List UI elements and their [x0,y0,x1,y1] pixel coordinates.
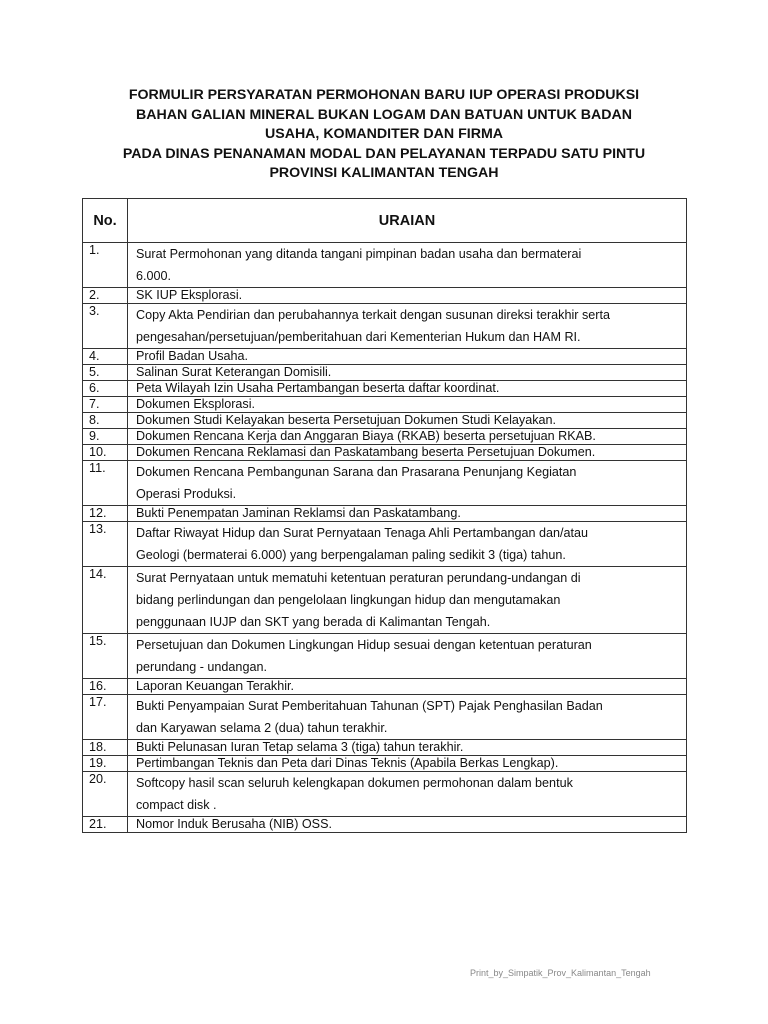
row-number: 18. [83,740,128,756]
description-line: Surat Pernyataan untuk mematuhi ketentuan peraturan perundang-undangan di [136,571,581,585]
header-no: No. [83,199,128,243]
row-description [128,567,687,634]
description-line: Profil Badan Usaha. [136,349,249,363]
row-number: 19. [83,756,128,772]
description-line: Laporan Keuangan Terakhir. [136,679,295,693]
row-description [128,243,687,288]
row-number: 15. [83,634,128,679]
row-number: 8. [83,413,128,429]
row-number: 14. [83,567,128,634]
table-header-row [83,199,687,243]
description-line: Bukti Pelunasan Iuran Tetap selama 3 (tiga) tahun terakhir. [136,740,464,754]
description-line: Copy Akta Pendirian dan perubahannya terkait dengan susunan direksi terakhir serta [136,308,610,322]
description-line: Surat Permohonan yang ditanda tangani pimpinan badan usaha dan bermaterai [136,247,582,261]
row-description [128,679,687,695]
row-description [128,413,687,429]
row-number: 5. [83,365,128,381]
description-line: Operasi Produksi. [136,487,237,501]
table-row [83,506,687,522]
description-line: penggunaan IUJP dan SKT yang berada di Kalimantan Tengah. [136,615,491,629]
document-title [80,86,688,184]
table-row [83,445,687,461]
table-row [83,413,687,429]
row-number: 9. [83,429,128,445]
description-line: Dokumen Rencana Kerja dan Anggaran Biaya (RKAB) beserta persetujuan RKAB. [136,429,596,443]
description-line: perundang - undangan. [136,660,267,674]
row-number: 16. [83,679,128,695]
row-description [128,506,687,522]
description-line: Bukti Penyampaian Surat Pemberitahuan Tahunan (SPT) Pajak Penghasilan Badan [136,699,603,713]
row-number: 11. [83,461,128,506]
title-line: FORMULIR PERSYARATAN PERMOHONAN BARU IUP OPERASI PRODUKSI [128,87,640,103]
row-description [128,772,687,817]
row-description [128,288,687,304]
table-row [83,304,687,349]
description-line: Pertimbangan Teknis dan Peta dari Dinas Teknis (Apabila Berkas Lengkap). [136,756,559,770]
header-uraian: URAIAN [128,199,687,243]
row-description [128,461,687,506]
row-description [128,695,687,740]
table-row [83,397,687,413]
title-line: BAHAN GALIAN MINERAL BUKAN LOGAM DAN BATUAN UNTUK BADAN [135,106,632,123]
title-line: PROVINSI KALIMANTAN TENGAH [269,165,499,181]
row-description [128,349,687,365]
requirements-table [82,198,687,833]
row-description [128,756,687,772]
row-number: 1. [83,243,128,288]
row-description [128,445,687,461]
row-description [128,817,687,833]
description-line: Daftar Riwayat Hidup dan Surat Pernyataan Tenaga Ahli Pertambangan dan/atau [136,526,589,540]
description-line: Bukti Penempatan Jaminan Reklamsi dan Paskatambang. [136,506,461,520]
description-line: pengesahan/persetujuan/pemberitahuan dari Kementerian Hukum dan HAM RI. [136,330,581,344]
table-row [83,634,687,679]
description-line: compact disk . [136,798,217,812]
description-line: Dokumen Studi Kelayakan beserta Persetujuan Dokumen Studi Kelayakan. [136,413,557,427]
description-line: dan Karyawan selama 2 (dua) tahun terakhir. [136,721,388,735]
description-line: bidang perlindungan dan pengelolaan lingkungan hidup dan mengutamakan [136,593,561,607]
table-row [83,429,687,445]
row-number: 17. [83,695,128,740]
table-row [83,679,687,695]
row-description [128,429,687,445]
title-line: PADA DINAS PENANAMAN MODAL DAN PELAYANAN TERPADU SATU PINTU [122,145,646,162]
description-line: Dokumen Rencana Reklamasi dan Paskatambang beserta Persetujuan Dokumen. [136,445,596,459]
description-line: Salinan Surat Keterangan Domisili. [136,365,332,379]
row-number: 4. [83,349,128,365]
row-number: 12. [83,506,128,522]
description-line: Dokumen Eksplorasi. [136,397,255,411]
row-description [128,740,687,756]
title-line: USAHA, KOMANDITER DAN FIRMA [264,126,504,142]
row-number: 13. [83,522,128,567]
row-number: 6. [83,381,128,397]
table-row [83,695,687,740]
description-line: 6.000. [136,269,172,283]
row-description [128,634,687,679]
row-description [128,365,687,381]
description-line: Nomor Induk Berusaha (NIB) OSS. [136,817,332,831]
description-line: Peta Wilayah Izin Usaha Pertambangan beserta daftar koordinat. [136,381,500,395]
table-row [83,522,687,567]
row-number: 3. [83,304,128,349]
row-description [128,304,687,349]
table-body [83,243,687,833]
table-row [83,461,687,506]
row-number: 7. [83,397,128,413]
table-row [83,381,687,397]
row-description [128,522,687,567]
description-line: Dokumen Rencana Pembangunan Sarana dan Prasarana Penunjang Kegiatan [136,465,577,479]
row-number: 20. [83,772,128,817]
description-line: Softcopy hasil scan seluruh kelengkapan dokumen permohonan dalam bentuk [136,776,573,790]
table-row [83,567,687,634]
table-row [83,740,687,756]
table-row [83,756,687,772]
description-line: Persetujuan dan Dokumen Lingkungan Hidup sesuai dengan ketentuan peraturan [136,638,592,652]
description-line: SK IUP Eksplorasi. [136,288,243,302]
table-row [83,365,687,381]
table-row [83,349,687,365]
row-number: 10. [83,445,128,461]
row-description [128,381,687,397]
description-line: Geologi (bermaterai 6.000) yang berpengalaman paling sedikit 3 (tiga) tahun. [136,548,566,562]
row-description [128,397,687,413]
row-number: 2. [83,288,128,304]
table-row [83,772,687,817]
table-row [83,243,687,288]
table-row [83,288,687,304]
row-number: 21. [83,817,128,833]
print-footer: Print_by_Simpatik_Prov_Kalimantan_Tengah [470,968,651,978]
table-row [83,817,687,833]
